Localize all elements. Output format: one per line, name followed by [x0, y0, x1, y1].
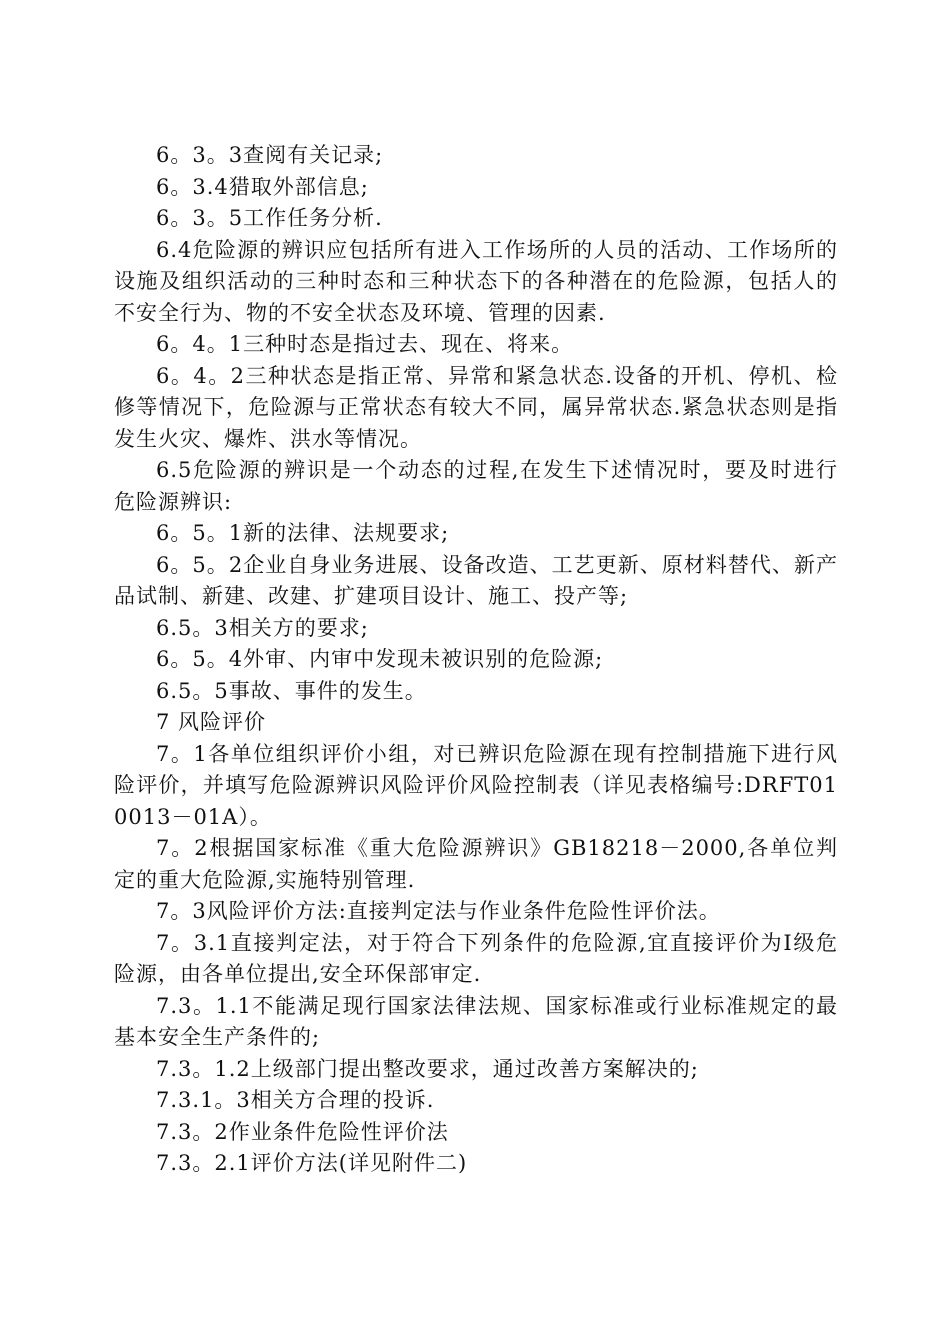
paragraph-6-3-5: 6。3。5工作任务分析.: [156, 206, 383, 230]
paragraph-7-3: 7。3风险评价方法:直接判定法与作业条件危险性评价法。: [156, 899, 721, 923]
paragraph-7-3-1-1: 7.3。1.1不能满足现行国家法律法规、国家标准或行业标准规定的最基本安全生产条件的;: [114, 993, 838, 1049]
paragraph-7-1: 7。1各单位组织评价小组，对已辨识危险源在现有控制措施下进行风险评价，并填写危险源辨识风险评价风险控制表（详见表格编号:DRFT010013－01A）。: [114, 741, 838, 829]
paragraph-6-3-3: 6。3。3查阅有关记录;: [156, 143, 384, 167]
paragraph-6-5-3: 6.5。3相关方的要求;: [156, 615, 369, 640]
paragraph-6-4-2: 6。4。2三种状态是指正常、异常和紧急状态.设备的开机、停机、检修等情况下，危险源与正常状态有较大不同，属异常状态.紧急状态则是指发生火灾、爆炸、洪水等情况。: [114, 363, 838, 451]
paragraph-6-4-1: 6。4。1三种时态是指过去、现在、将来。: [156, 332, 574, 356]
paragraph-6-5-2: 6。5。2企业自身业务进展、设备改造、工艺更新、原材料替代、新产品试制、新建、改建、扩建项目设计、施工、投产等;: [114, 552, 838, 608]
paragraph-7-3-1-3: 7.3.1。3相关方合理的投诉.: [156, 1088, 435, 1112]
paragraph-6-5-5: 6.5。5事故、事件的发生。: [156, 678, 427, 703]
paragraph-7-3-1-2: 7.3。1.2上级部门提出整改要求，通过改善方案解决的;: [156, 1056, 699, 1081]
document-body: [114, 140, 838, 1180]
paragraph-6-3-4: 6。3.4猎取外部信息;: [156, 174, 369, 199]
paragraph-6-4: 6.4危险源的辨识应包括所有进入工作场所的人员的活动、工作场所的设施及组织活动的三种时态和三种状态下的各种潜在的危险源，包括人的不安全行为、物的不安全状态及环境、管理的因素.: [114, 237, 838, 325]
paragraph-7-2: 7。2根据国家标准《重大危险源辨识》GB18218－2000,各单位判定的重大危险源,实施特别管理.: [114, 836, 838, 892]
paragraph-7-3-2: 7.3。2作业条件危险性评价法: [156, 1119, 449, 1144]
paragraph-7-3-1: 7。3.1直接判定法，对于符合下列条件的危险源,宜直接评价为Ⅰ级危险源，由各单位提出,安全环保部审定.: [114, 930, 838, 986]
paragraph-6-5-4: 6。5。4外审、内审中发现未被识别的危险源;: [156, 647, 604, 671]
paragraph-7-3-2-1: 7.3。2.1评价方法(详见附件二): [156, 1151, 468, 1175]
paragraph-6-5-1: 6。5。1新的法律、法规要求;: [156, 521, 450, 545]
section-heading-7: 7 风险评价: [156, 710, 267, 734]
paragraph-6-5: 6.5危险源的辨识是一个动态的过程,在发生下述情况时，要及时进行危险源辨识:: [114, 458, 838, 514]
